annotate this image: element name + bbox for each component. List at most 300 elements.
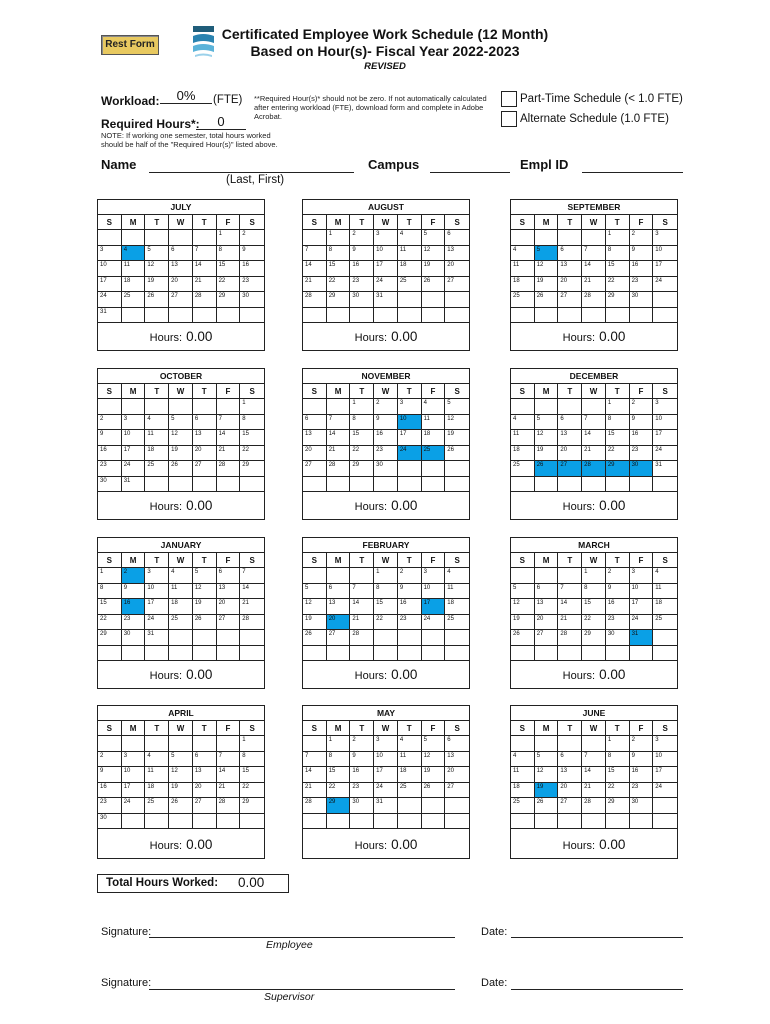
day-cell[interactable]: 16 — [630, 430, 654, 446]
day-cell[interactable]: 13 — [217, 584, 241, 600]
day-cell[interactable]: 24 — [653, 783, 677, 799]
day-cell[interactable]: 13 — [445, 246, 469, 262]
day-cell[interactable]: 31 — [145, 630, 169, 646]
day-cell[interactable]: 23 — [122, 615, 146, 631]
day-cell[interactable]: 26 — [445, 446, 469, 462]
day-cell[interactable]: 12 — [422, 752, 446, 768]
day-cell[interactable]: 1 — [240, 736, 264, 752]
day-cell[interactable]: 2 — [98, 415, 122, 431]
day-cell[interactable]: 30 — [630, 292, 654, 308]
day-cell[interactable]: 29 — [240, 798, 264, 814]
day-cell[interactable]: 3 — [374, 230, 398, 246]
day-cell[interactable]: 16 — [98, 783, 122, 799]
day-cell[interactable]: 3 — [422, 568, 446, 584]
day-cell[interactable]: 3 — [398, 399, 422, 415]
day-cell[interactable]: 21 — [582, 446, 606, 462]
day-cell[interactable]: 23 — [240, 277, 264, 293]
day-cell[interactable]: 2 — [630, 736, 654, 752]
day-cell[interactable]: 21 — [558, 615, 582, 631]
day-cell[interactable]: 23 — [98, 461, 122, 477]
day-cell[interactable]: 25 — [653, 615, 677, 631]
day-cell[interactable]: 11 — [422, 415, 446, 431]
day-cell[interactable]: 17 — [398, 430, 422, 446]
day-cell[interactable]: 19 — [445, 430, 469, 446]
day-cell[interactable]: 20 — [445, 261, 469, 277]
day-cell[interactable]: 16 — [122, 599, 146, 615]
day-cell[interactable]: 5 — [169, 415, 193, 431]
day-cell[interactable]: 23 — [630, 277, 654, 293]
day-cell[interactable]: 26 — [535, 461, 559, 477]
day-cell[interactable]: 17 — [630, 599, 654, 615]
day-cell[interactable]: 17 — [653, 767, 677, 783]
day-cell[interactable]: 5 — [193, 568, 217, 584]
day-cell[interactable]: 1 — [327, 736, 351, 752]
day-cell[interactable]: 14 — [217, 767, 241, 783]
day-cell[interactable]: 7 — [558, 584, 582, 600]
day-cell[interactable]: 26 — [535, 798, 559, 814]
day-cell[interactable]: 21 — [217, 446, 241, 462]
day-cell[interactable]: 4 — [169, 568, 193, 584]
day-cell[interactable]: 20 — [558, 277, 582, 293]
day-cell[interactable]: 2 — [398, 568, 422, 584]
day-cell[interactable]: 17 — [98, 277, 122, 293]
day-cell[interactable]: 11 — [653, 584, 677, 600]
day-cell[interactable]: 4 — [398, 736, 422, 752]
day-cell[interactable]: 10 — [630, 584, 654, 600]
day-cell[interactable]: 4 — [145, 415, 169, 431]
day-cell[interactable]: 31 — [374, 798, 398, 814]
day-cell[interactable]: 15 — [217, 261, 241, 277]
day-cell[interactable]: 5 — [169, 752, 193, 768]
day-cell[interactable]: 26 — [422, 277, 446, 293]
day-cell[interactable]: 31 — [98, 308, 122, 324]
day-cell[interactable]: 15 — [606, 767, 630, 783]
day-cell[interactable]: 3 — [374, 736, 398, 752]
day-cell[interactable]: 24 — [653, 446, 677, 462]
day-cell[interactable]: 20 — [327, 615, 351, 631]
day-cell[interactable]: 22 — [217, 277, 241, 293]
day-cell[interactable]: 28 — [303, 292, 327, 308]
day-cell[interactable]: 15 — [606, 430, 630, 446]
day-cell[interactable]: 1 — [606, 736, 630, 752]
day-cell[interactable]: 5 — [511, 584, 535, 600]
day-cell[interactable]: 19 — [169, 783, 193, 799]
day-cell[interactable]: 14 — [193, 261, 217, 277]
workload-field[interactable]: 0% — [160, 88, 212, 104]
day-cell[interactable]: 13 — [303, 430, 327, 446]
day-cell[interactable]: 9 — [240, 246, 264, 262]
day-cell[interactable]: 27 — [217, 615, 241, 631]
hours-value[interactable]: 0.00 — [599, 329, 626, 344]
day-cell[interactable]: 12 — [193, 584, 217, 600]
day-cell[interactable]: 16 — [350, 767, 374, 783]
day-cell[interactable]: 8 — [606, 752, 630, 768]
day-cell[interactable]: 11 — [398, 246, 422, 262]
day-cell[interactable]: 27 — [558, 798, 582, 814]
day-cell[interactable]: 30 — [122, 630, 146, 646]
day-cell[interactable]: 25 — [145, 798, 169, 814]
name-field[interactable] — [149, 172, 354, 173]
day-cell[interactable]: 18 — [445, 599, 469, 615]
day-cell[interactable]: 22 — [240, 783, 264, 799]
day-cell[interactable]: 2 — [350, 230, 374, 246]
day-cell[interactable]: 22 — [98, 615, 122, 631]
day-cell[interactable]: 31 — [374, 292, 398, 308]
day-cell[interactable]: 11 — [169, 584, 193, 600]
day-cell[interactable]: 27 — [193, 461, 217, 477]
day-cell[interactable]: 24 — [122, 798, 146, 814]
day-cell[interactable]: 3 — [653, 230, 677, 246]
day-cell[interactable]: 30 — [240, 292, 264, 308]
day-cell[interactable]: 30 — [98, 477, 122, 493]
day-cell[interactable]: 25 — [169, 615, 193, 631]
day-cell[interactable]: 15 — [240, 767, 264, 783]
day-cell[interactable]: 6 — [445, 736, 469, 752]
day-cell[interactable]: 15 — [240, 430, 264, 446]
day-cell[interactable]: 7 — [217, 752, 241, 768]
day-cell[interactable]: 1 — [606, 230, 630, 246]
day-cell[interactable]: 19 — [535, 277, 559, 293]
day-cell[interactable]: 23 — [374, 446, 398, 462]
day-cell[interactable]: 17 — [653, 430, 677, 446]
day-cell[interactable]: 2 — [374, 399, 398, 415]
day-cell[interactable]: 22 — [374, 615, 398, 631]
day-cell[interactable]: 24 — [630, 615, 654, 631]
day-cell[interactable]: 3 — [630, 568, 654, 584]
day-cell[interactable]: 3 — [653, 399, 677, 415]
day-cell[interactable]: 4 — [511, 246, 535, 262]
empl-id-field[interactable] — [582, 172, 683, 173]
day-cell[interactable]: 27 — [169, 292, 193, 308]
hours-value[interactable]: 0.00 — [391, 329, 418, 344]
day-cell[interactable]: 20 — [193, 783, 217, 799]
day-cell[interactable]: 6 — [558, 246, 582, 262]
day-cell[interactable]: 7 — [303, 752, 327, 768]
day-cell[interactable]: 30 — [374, 461, 398, 477]
day-cell[interactable]: 13 — [193, 767, 217, 783]
required-hours-field[interactable]: 0 — [196, 114, 246, 130]
day-cell[interactable]: 1 — [606, 399, 630, 415]
day-cell[interactable]: 2 — [350, 736, 374, 752]
day-cell[interactable]: 14 — [303, 767, 327, 783]
day-cell[interactable]: 17 — [122, 446, 146, 462]
day-cell[interactable]: 3 — [122, 752, 146, 768]
day-cell[interactable]: 10 — [653, 415, 677, 431]
day-cell[interactable]: 10 — [98, 261, 122, 277]
hours-value[interactable]: 0.00 — [391, 667, 418, 682]
day-cell[interactable]: 8 — [327, 246, 351, 262]
day-cell[interactable]: 3 — [653, 736, 677, 752]
day-cell[interactable]: 4 — [422, 399, 446, 415]
day-cell[interactable]: 1 — [98, 568, 122, 584]
day-cell[interactable]: 21 — [582, 277, 606, 293]
day-cell[interactable]: 15 — [327, 767, 351, 783]
hours-value[interactable]: 0.00 — [391, 498, 418, 513]
employee-signature-field[interactable] — [149, 937, 455, 938]
day-cell[interactable]: 28 — [303, 798, 327, 814]
day-cell[interactable]: 9 — [374, 415, 398, 431]
day-cell[interactable]: 20 — [558, 783, 582, 799]
day-cell[interactable]: 26 — [535, 292, 559, 308]
alternate-schedule-checkbox[interactable] — [501, 111, 517, 127]
day-cell[interactable]: 4 — [653, 568, 677, 584]
day-cell[interactable]: 16 — [98, 446, 122, 462]
day-cell[interactable]: 17 — [422, 599, 446, 615]
day-cell[interactable]: 3 — [122, 415, 146, 431]
day-cell[interactable]: 11 — [145, 767, 169, 783]
day-cell[interactable]: 12 — [169, 430, 193, 446]
hours-value[interactable]: 0.00 — [599, 667, 626, 682]
day-cell[interactable]: 22 — [327, 783, 351, 799]
day-cell[interactable]: 13 — [535, 599, 559, 615]
day-cell[interactable]: 16 — [630, 767, 654, 783]
day-cell[interactable]: 13 — [193, 430, 217, 446]
day-cell[interactable]: 28 — [582, 798, 606, 814]
day-cell[interactable]: 27 — [445, 783, 469, 799]
day-cell[interactable]: 13 — [327, 599, 351, 615]
day-cell[interactable]: 11 — [511, 261, 535, 277]
day-cell[interactable]: 2 — [630, 399, 654, 415]
hours-value[interactable]: 0.00 — [391, 837, 418, 852]
day-cell[interactable]: 10 — [145, 584, 169, 600]
day-cell[interactable]: 26 — [303, 630, 327, 646]
day-cell[interactable]: 13 — [169, 261, 193, 277]
day-cell[interactable]: 6 — [445, 230, 469, 246]
day-cell[interactable]: 14 — [303, 261, 327, 277]
day-cell[interactable]: 8 — [240, 415, 264, 431]
day-cell[interactable]: 5 — [422, 230, 446, 246]
day-cell[interactable]: 17 — [145, 599, 169, 615]
day-cell[interactable]: 31 — [122, 477, 146, 493]
day-cell[interactable]: 1 — [350, 399, 374, 415]
day-cell[interactable]: 29 — [240, 461, 264, 477]
day-cell[interactable]: 17 — [122, 783, 146, 799]
supervisor-date-field[interactable] — [511, 989, 683, 990]
day-cell[interactable]: 18 — [398, 767, 422, 783]
day-cell[interactable]: 14 — [558, 599, 582, 615]
day-cell[interactable]: 20 — [217, 599, 241, 615]
day-cell[interactable]: 23 — [630, 446, 654, 462]
day-cell[interactable]: 27 — [193, 798, 217, 814]
day-cell[interactable]: 16 — [630, 261, 654, 277]
day-cell[interactable]: 2 — [630, 230, 654, 246]
day-cell[interactable]: 14 — [582, 261, 606, 277]
day-cell[interactable]: 20 — [445, 767, 469, 783]
day-cell[interactable]: 27 — [445, 277, 469, 293]
day-cell[interactable]: 10 — [653, 752, 677, 768]
day-cell[interactable]: 8 — [98, 584, 122, 600]
day-cell[interactable]: 10 — [122, 767, 146, 783]
day-cell[interactable]: 17 — [653, 261, 677, 277]
day-cell[interactable]: 16 — [350, 261, 374, 277]
day-cell[interactable]: 9 — [98, 430, 122, 446]
day-cell[interactable]: 11 — [122, 261, 146, 277]
day-cell[interactable]: 27 — [327, 630, 351, 646]
day-cell[interactable]: 30 — [630, 798, 654, 814]
day-cell[interactable]: 20 — [303, 446, 327, 462]
day-cell[interactable]: 20 — [535, 615, 559, 631]
day-cell[interactable]: 1 — [217, 230, 241, 246]
day-cell[interactable]: 19 — [193, 599, 217, 615]
day-cell[interactable]: 10 — [374, 246, 398, 262]
day-cell[interactable]: 20 — [193, 446, 217, 462]
day-cell[interactable]: 9 — [398, 584, 422, 600]
day-cell[interactable]: 23 — [630, 783, 654, 799]
part-time-checkbox[interactable] — [501, 91, 517, 107]
day-cell[interactable]: 24 — [145, 615, 169, 631]
day-cell[interactable]: 28 — [582, 461, 606, 477]
day-cell[interactable]: 6 — [535, 584, 559, 600]
day-cell[interactable]: 11 — [145, 430, 169, 446]
day-cell[interactable]: 18 — [145, 783, 169, 799]
day-cell[interactable]: 5 — [422, 736, 446, 752]
day-cell[interactable]: 9 — [630, 752, 654, 768]
day-cell[interactable]: 9 — [350, 246, 374, 262]
day-cell[interactable]: 11 — [398, 752, 422, 768]
day-cell[interactable]: 4 — [122, 246, 146, 262]
day-cell[interactable]: 12 — [535, 430, 559, 446]
day-cell[interactable]: 10 — [653, 246, 677, 262]
day-cell[interactable]: 29 — [350, 461, 374, 477]
day-cell[interactable]: 22 — [240, 446, 264, 462]
day-cell[interactable]: 30 — [606, 630, 630, 646]
day-cell[interactable]: 7 — [217, 415, 241, 431]
day-cell[interactable]: 23 — [350, 783, 374, 799]
day-cell[interactable]: 25 — [398, 277, 422, 293]
day-cell[interactable]: 12 — [422, 246, 446, 262]
hours-value[interactable]: 0.00 — [599, 837, 626, 852]
day-cell[interactable]: 6 — [303, 415, 327, 431]
day-cell[interactable]: 25 — [122, 292, 146, 308]
day-cell[interactable]: 31 — [630, 630, 654, 646]
day-cell[interactable]: 7 — [582, 752, 606, 768]
day-cell[interactable]: 15 — [582, 599, 606, 615]
day-cell[interactable]: 20 — [169, 277, 193, 293]
day-cell[interactable]: 19 — [169, 446, 193, 462]
day-cell[interactable]: 21 — [350, 615, 374, 631]
day-cell[interactable]: 15 — [374, 599, 398, 615]
day-cell[interactable]: 29 — [606, 798, 630, 814]
day-cell[interactable]: 11 — [511, 430, 535, 446]
day-cell[interactable]: 10 — [398, 415, 422, 431]
day-cell[interactable]: 19 — [511, 615, 535, 631]
day-cell[interactable]: 9 — [606, 584, 630, 600]
day-cell[interactable]: 6 — [558, 752, 582, 768]
day-cell[interactable]: 7 — [582, 246, 606, 262]
day-cell[interactable]: 26 — [145, 292, 169, 308]
day-cell[interactable]: 29 — [582, 630, 606, 646]
day-cell[interactable]: 7 — [582, 415, 606, 431]
day-cell[interactable]: 26 — [193, 615, 217, 631]
day-cell[interactable]: 30 — [350, 292, 374, 308]
day-cell[interactable]: 6 — [558, 415, 582, 431]
day-cell[interactable]: 14 — [240, 584, 264, 600]
day-cell[interactable]: 28 — [327, 461, 351, 477]
day-cell[interactable]: 8 — [217, 246, 241, 262]
day-cell[interactable]: 21 — [582, 783, 606, 799]
day-cell[interactable]: 12 — [535, 261, 559, 277]
day-cell[interactable]: 4 — [511, 752, 535, 768]
day-cell[interactable]: 26 — [169, 798, 193, 814]
day-cell[interactable]: 19 — [535, 783, 559, 799]
day-cell[interactable]: 14 — [217, 430, 241, 446]
day-cell[interactable]: 21 — [217, 783, 241, 799]
day-cell[interactable]: 19 — [535, 446, 559, 462]
day-cell[interactable]: 6 — [169, 246, 193, 262]
day-cell[interactable]: 4 — [445, 568, 469, 584]
day-cell[interactable]: 9 — [98, 767, 122, 783]
day-cell[interactable]: 6 — [193, 752, 217, 768]
day-cell[interactable]: 24 — [122, 461, 146, 477]
day-cell[interactable]: 22 — [606, 446, 630, 462]
day-cell[interactable]: 31 — [653, 461, 677, 477]
day-cell[interactable]: 14 — [350, 599, 374, 615]
day-cell[interactable]: 22 — [582, 615, 606, 631]
day-cell[interactable]: 25 — [511, 461, 535, 477]
day-cell[interactable]: 21 — [327, 446, 351, 462]
day-cell[interactable]: 9 — [122, 584, 146, 600]
day-cell[interactable]: 4 — [511, 415, 535, 431]
day-cell[interactable]: 15 — [606, 261, 630, 277]
day-cell[interactable]: 25 — [422, 446, 446, 462]
supervisor-signature-field[interactable] — [149, 989, 455, 990]
day-cell[interactable]: 10 — [374, 752, 398, 768]
day-cell[interactable]: 14 — [582, 767, 606, 783]
day-cell[interactable]: 8 — [240, 752, 264, 768]
day-cell[interactable]: 16 — [606, 599, 630, 615]
day-cell[interactable]: 18 — [653, 599, 677, 615]
day-cell[interactable]: 28 — [217, 798, 241, 814]
day-cell[interactable]: 17 — [374, 767, 398, 783]
day-cell[interactable]: 19 — [303, 615, 327, 631]
day-cell[interactable]: 29 — [606, 292, 630, 308]
day-cell[interactable]: 24 — [653, 277, 677, 293]
day-cell[interactable]: 2 — [606, 568, 630, 584]
day-cell[interactable]: 23 — [606, 615, 630, 631]
day-cell[interactable]: 1 — [374, 568, 398, 584]
day-cell[interactable]: 7 — [193, 246, 217, 262]
day-cell[interactable]: 5 — [445, 399, 469, 415]
day-cell[interactable]: 16 — [398, 599, 422, 615]
day-cell[interactable]: 8 — [606, 415, 630, 431]
day-cell[interactable]: 22 — [327, 277, 351, 293]
day-cell[interactable]: 5 — [303, 584, 327, 600]
day-cell[interactable]: 20 — [558, 446, 582, 462]
day-cell[interactable]: 29 — [327, 798, 351, 814]
day-cell[interactable]: 4 — [145, 752, 169, 768]
day-cell[interactable]: 15 — [327, 261, 351, 277]
day-cell[interactable]: 26 — [422, 783, 446, 799]
day-cell[interactable]: 15 — [350, 430, 374, 446]
reset-form-button[interactable]: Rest Form — [101, 35, 159, 55]
day-cell[interactable]: 7 — [350, 584, 374, 600]
day-cell[interactable]: 6 — [217, 568, 241, 584]
day-cell[interactable]: 12 — [511, 599, 535, 615]
day-cell[interactable]: 18 — [511, 783, 535, 799]
day-cell[interactable]: 17 — [374, 261, 398, 277]
day-cell[interactable]: 25 — [398, 783, 422, 799]
day-cell[interactable]: 6 — [193, 415, 217, 431]
campus-field[interactable] — [430, 172, 510, 173]
day-cell[interactable]: 30 — [350, 798, 374, 814]
day-cell[interactable]: 27 — [558, 461, 582, 477]
hours-value[interactable]: 0.00 — [186, 667, 213, 682]
day-cell[interactable]: 7 — [303, 246, 327, 262]
day-cell[interactable]: 22 — [350, 446, 374, 462]
day-cell[interactable]: 24 — [398, 446, 422, 462]
day-cell[interactable]: 2 — [98, 752, 122, 768]
day-cell[interactable]: 8 — [582, 584, 606, 600]
